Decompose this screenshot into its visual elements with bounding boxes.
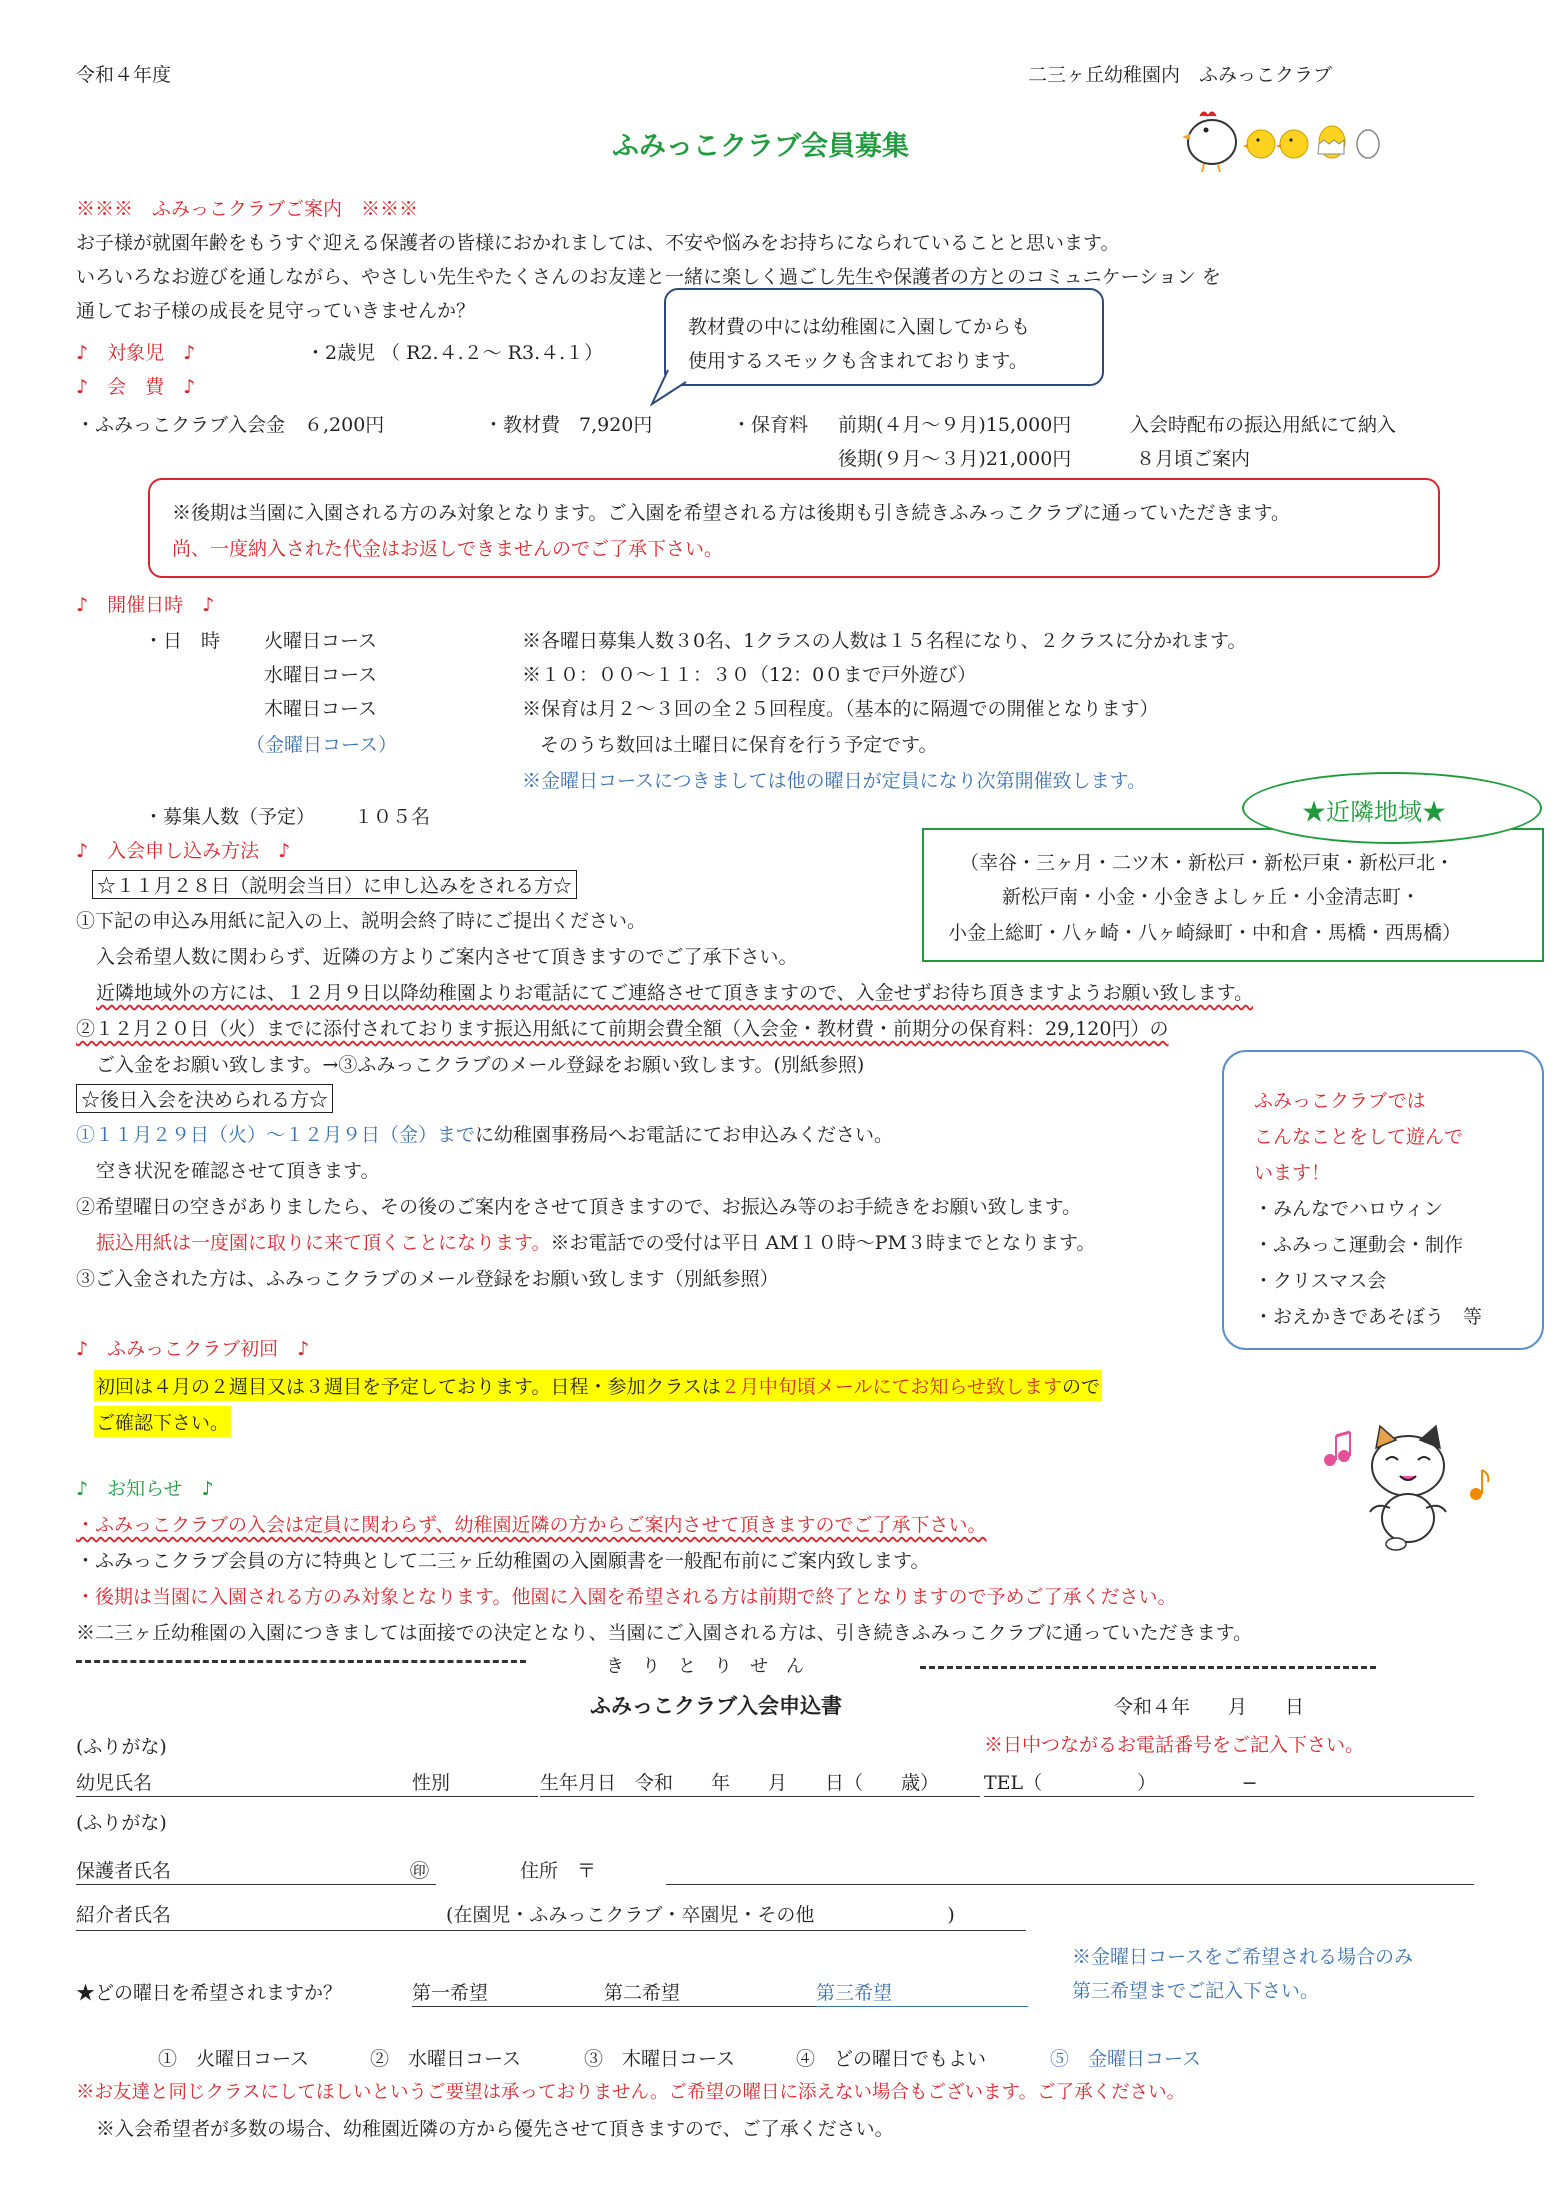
target-heading: ♪ 対象児 ♪ [76, 342, 196, 364]
cut-line-label: き り と り せ ん [606, 1656, 804, 1677]
hen-icon [1182, 112, 1236, 172]
child-name-line[interactable] [76, 1796, 538, 1797]
first-session-email-note: ２月中旬頃メールにてお知らせ致します [720, 1376, 1062, 1398]
course-tuesday: 火曜日コース [264, 630, 378, 652]
activity-item: ・クリスマス会 [1254, 1270, 1387, 1292]
activities-box [1222, 1050, 1544, 1350]
late-apply-period: ①１１月２９日（火）〜１２月９日（金）まで [76, 1124, 476, 1146]
schedule-note-1: ※各曜日募集人数３0名、1クラスの人数は１５名程になり、２クラスに分かれます。 [522, 630, 1247, 652]
late-apply-step-3: ③ご入金された方は、ふみっこクラブのメール登録をお願い致します（別紙参照） [76, 1268, 779, 1290]
apply-heading: ♪ 入会申し込み方法 ♪ [76, 840, 291, 862]
cut-line-right [920, 1666, 1376, 1669]
apply-step-1-note: 入会希望人数に関わらず、近隣の方よりご案内させて頂きますのでご了承下さい。 [96, 946, 798, 968]
news-item-1: ・ふみっこクラブの入会は定員に関わらず、幼稚園近隣の方からご案内させて頂きますのでご了承下さい。 [76, 1514, 987, 1536]
refund-notice-box [148, 478, 1440, 578]
target-value: ・2歳児 （ R2.４.２〜 R3.４.１） [306, 342, 604, 364]
notice-line-1: ※後期は当園に入園される方のみ対象となります。ご入園を希望される方は後期も引き続きふみっこクラブに通っていただきます。 [172, 502, 1290, 524]
activity-item: ・ふみっこ運動会・制作 [1254, 1234, 1464, 1256]
apply-outside-note: 近隣地域外の方には、１２月９日以降幼稚園よりお電話にてご連絡させて頂きますので、入金せずお待ち頂きますようお願い致します。 [96, 982, 1254, 1004]
notice-line-2: 尚、一度納入された代金はお返しできませんのでご了承下さい。 [172, 538, 724, 560]
priority-note: ※入会希望者が多数の場合、幼稚園近隣の方から優先させて頂きますので、ご了承ください。 [96, 2118, 894, 2140]
course-option-3: ③ 木曜日コース [584, 2048, 736, 2070]
apply-step-2-cont: ご入金をお願い致します。→③ふみっこクラブのメール登録をお願い致します。(別紙参照) [96, 1054, 865, 1076]
news-item-2: ・ふみっこクラブ会員の方に特典として二三ヶ丘幼稚園の入園願書を一般配布前にご案内致します。 [76, 1550, 930, 1572]
birthdate-line [540, 1796, 980, 1797]
fee-first-half: 前期(４月〜９月)15,000円 [838, 414, 1072, 436]
child-name-label: 幼児氏名 [76, 1772, 153, 1794]
callout-line-1: 教材費の中には幼稚園に入園してからも [688, 316, 1031, 338]
material-callout [664, 288, 1104, 386]
fee-payment-1: 入会時配布の振込用紙にて納入 [1130, 414, 1397, 436]
parent-name-line[interactable] [76, 1884, 436, 1885]
cut-line-left [76, 1660, 526, 1663]
fee-payment-2: ８月頃ご案内 [1136, 448, 1251, 470]
callout-tail [650, 368, 690, 408]
first-session-heading: ♪ ふみっこクラブ初回 ♪ [76, 1338, 310, 1360]
late-apply-text: に幼稚園事務局へお電話にてお申込みください。 [475, 1124, 894, 1146]
fee-entry: ・ふみっこクラブ入会金 ６,200円 [76, 414, 385, 436]
cat-icon [1370, 1426, 1446, 1550]
parent-name-label: 保護者氏名 [76, 1860, 172, 1882]
address-label: 住所 〒 [520, 1860, 597, 1882]
second-choice-line[interactable] [604, 2006, 816, 2007]
news-heading: ♪ お知らせ ♪ [76, 1478, 214, 1500]
course-option-1: ① 火曜日コース [158, 2048, 310, 2070]
course-option-5: ⑤ 金曜日コース [1050, 2048, 1202, 2070]
course-option-2: ② 水曜日コース [370, 2048, 522, 2070]
birthdate-field[interactable]: 生年月日 令和 年 月 日（ 歳） [540, 1772, 940, 1794]
neighborhood-title: ★近隣地域★ [1302, 798, 1446, 826]
phone-note: ※日中つながるお電話番号をご記入下さい。 [984, 1734, 1365, 1756]
organization: 二三ヶ丘幼稚園内 ふみっこクラブ [1028, 64, 1333, 86]
apply-subheading-2: ☆後日入会を決められる方☆ [76, 1084, 333, 1113]
tel-line [984, 1796, 1474, 1797]
chick-icon [1243, 130, 1275, 158]
course-option-4: ④ どの曜日でもよい [796, 2048, 987, 2070]
activity-item: ・みんなでハロウィン [1254, 1198, 1443, 1220]
cat-illustration [1316, 1418, 1506, 1558]
third-choice-line[interactable] [816, 2006, 1028, 2007]
friday-note-1: ※金曜日コースをご希望される場合のみ [1072, 1946, 1414, 1968]
neighborhood-line-1: （幸谷・三ヶ月・二ツ木・新松戸・新松戸東・新松戸北・ [960, 852, 1455, 874]
form-title: ふみっこクラブ入会申込書 [590, 1693, 842, 1718]
course-wednesday: 水曜日コース [264, 664, 378, 686]
schedule-note-4: そのうち数回は土曜日に保育を行う予定です。 [540, 734, 938, 756]
capacity-value: １０５名 [354, 806, 431, 828]
schedule-note-2: ※１０：００〜１１：３０（12：0０まで戸外遊び） [522, 664, 977, 686]
fee-second-half: 後期(９月〜３月)21,000円 [838, 448, 1072, 470]
schedule-label: ・日 時 [144, 630, 221, 652]
schedule-note-3: ※保育は月２〜３回の全２５回程度。（基本的に隔週での開催となります） [522, 698, 1159, 720]
referrer-options: (在園児・ふみっこクラブ・卒園児・その他 ) [446, 1904, 955, 1926]
first-choice-line[interactable] [412, 2006, 604, 2007]
neighborhood-box [922, 828, 1544, 962]
intro-text-2: いろいろなお遊びを通しながら、やさしい先生やたくさんのお友達と一緒に楽しく過ごし先生や保護者の方とのコミュニケーション を [76, 266, 1221, 288]
music-note-icon [1470, 1470, 1488, 1500]
seal-mark: ㊞ [410, 1860, 430, 1882]
intro-text-3: 通してお子様の成長を見守っていきませんか？ [76, 300, 476, 322]
activity-item: ・おえかきであそぼう 等 [1254, 1306, 1483, 1328]
neighborhood-line-3: 小金上総町・八ヶ崎・八ヶ崎緑町・中和倉・馬橋・西馬橋） [948, 922, 1462, 944]
news-item-4: ※二三ヶ丘幼稚園の入園につきましては面接での決定となり、当園にご入園される方は、引き続きふみっこクラブに通っていただきます。 [76, 1622, 1253, 1644]
form-date[interactable]: 令和４年 月 日 [1114, 1696, 1305, 1718]
gender-label: 性別 [412, 1772, 451, 1794]
schedule-note-5: ※金曜日コースにつきましては他の曜日が定員になり次第開催致します。 [522, 770, 1147, 792]
capacity-label: ・募集人数（予定） [144, 806, 316, 828]
apply-subheading-1: ☆１１月２８日（説明会当日）に申し込みをされる方☆ [92, 870, 577, 899]
fee-material: ・教材費 7,920円 [484, 414, 653, 436]
activities-line-2: こんなことをして遊んで [1254, 1126, 1464, 1148]
course-thursday: 木曜日コース [264, 698, 378, 720]
first-session-text-end: ので [1061, 1376, 1100, 1398]
referrer-line[interactable] [76, 1930, 1026, 1931]
intro-heading: ※※※ ふみっこクラブご案内 ※※※ [76, 198, 419, 220]
late-apply-vacancy: 空き状況を確認させて頂きます。 [96, 1160, 380, 1182]
furigana-label-child: (ふりがな) [76, 1736, 167, 1758]
furigana-label-parent: (ふりがな) [76, 1812, 167, 1834]
schedule-heading: ♪ 開催日時 ♪ [76, 594, 215, 616]
apply-step-2: ②１２月２０日（火）までに添付されております振込用紙にて前期会費全額（入会金・教材費・前期分の保育料：29,120円）の [76, 1018, 1169, 1040]
chicks-illustration [1178, 100, 1398, 175]
course-friday: （金曜日コース） [246, 734, 398, 756]
apply-step-1: ①下記の申込み用紙に記入の上、説明会終了時にご提出ください。 [76, 910, 647, 932]
activities-line-1: ふみっこクラブでは [1254, 1090, 1426, 1112]
activities-line-3: います！ [1254, 1162, 1331, 1184]
first-choice-label: 第一希望 [412, 1982, 489, 2004]
neighborhood-title-oval [1242, 772, 1542, 844]
neighborhood-line-2: 新松戸南・小金・小金きよしヶ丘・小金清志町・ [1002, 886, 1421, 908]
address-line[interactable] [666, 1884, 1474, 1885]
fee-care-label: ・保育料 [732, 414, 809, 436]
music-note-icon [1324, 1432, 1350, 1466]
callout-line-2: 使用するスモックも含まれております。 [688, 350, 1028, 372]
news-item-3: ・後期は当園に入園される方のみ対象となります。他園に入園を希望される方は前期で終了となりますので予めご了承ください。 [76, 1586, 1177, 1608]
late-apply-step-2: ②希望曜日の空きがありましたら、その後のご案内をさせて頂きますので、お振込み等のお手続きをお願い致します。 [76, 1196, 1082, 1218]
referrer-label: 紹介者氏名 [76, 1904, 172, 1926]
tel-field[interactable]: TEL（ ） − [984, 1772, 1258, 1794]
fees-heading: ♪ 会 費 ♪ [76, 376, 196, 398]
friday-note-2: 第三希望までご記入下さい。 [1072, 1980, 1320, 2002]
day-preference-label: ★どの曜日を希望されますか？ [76, 1982, 343, 2004]
late-apply-phone-hours: ※お電話での受付は平日 AM１０時〜PM３時までとなります。 [550, 1232, 1096, 1254]
egg-icon [1357, 130, 1379, 158]
late-apply-form-note: 振込用紙は一度園に取りに来て頂くことになります。 [96, 1232, 551, 1254]
page-title: ふみっこクラブ会員募集 [612, 131, 909, 162]
second-choice-label: 第二希望 [604, 1982, 681, 2004]
hatching-chick-icon [1318, 126, 1345, 158]
first-session-confirm: ご確認下さい。 [94, 1406, 231, 1437]
class-request-warning: ※お友達と同じクラスにしてほしいというご要望は承っておりません。ご希望の曜日に添えない場合もございます。ご了承ください。 [76, 2082, 1186, 2103]
chick-icon [1276, 130, 1308, 158]
third-choice-label: 第三希望 [816, 1982, 893, 2004]
first-session-text: 初回は４月の２週目又は３週目を予定しております。日程・参加クラスは [96, 1376, 721, 1398]
intro-text-1: お子様が就園年齢をもうすぐ迎える保護者の皆様におかれましては、不安や悩みをお持ちになられていることと思います。 [76, 232, 1120, 254]
fiscal-year: 令和４年度 [76, 64, 172, 86]
